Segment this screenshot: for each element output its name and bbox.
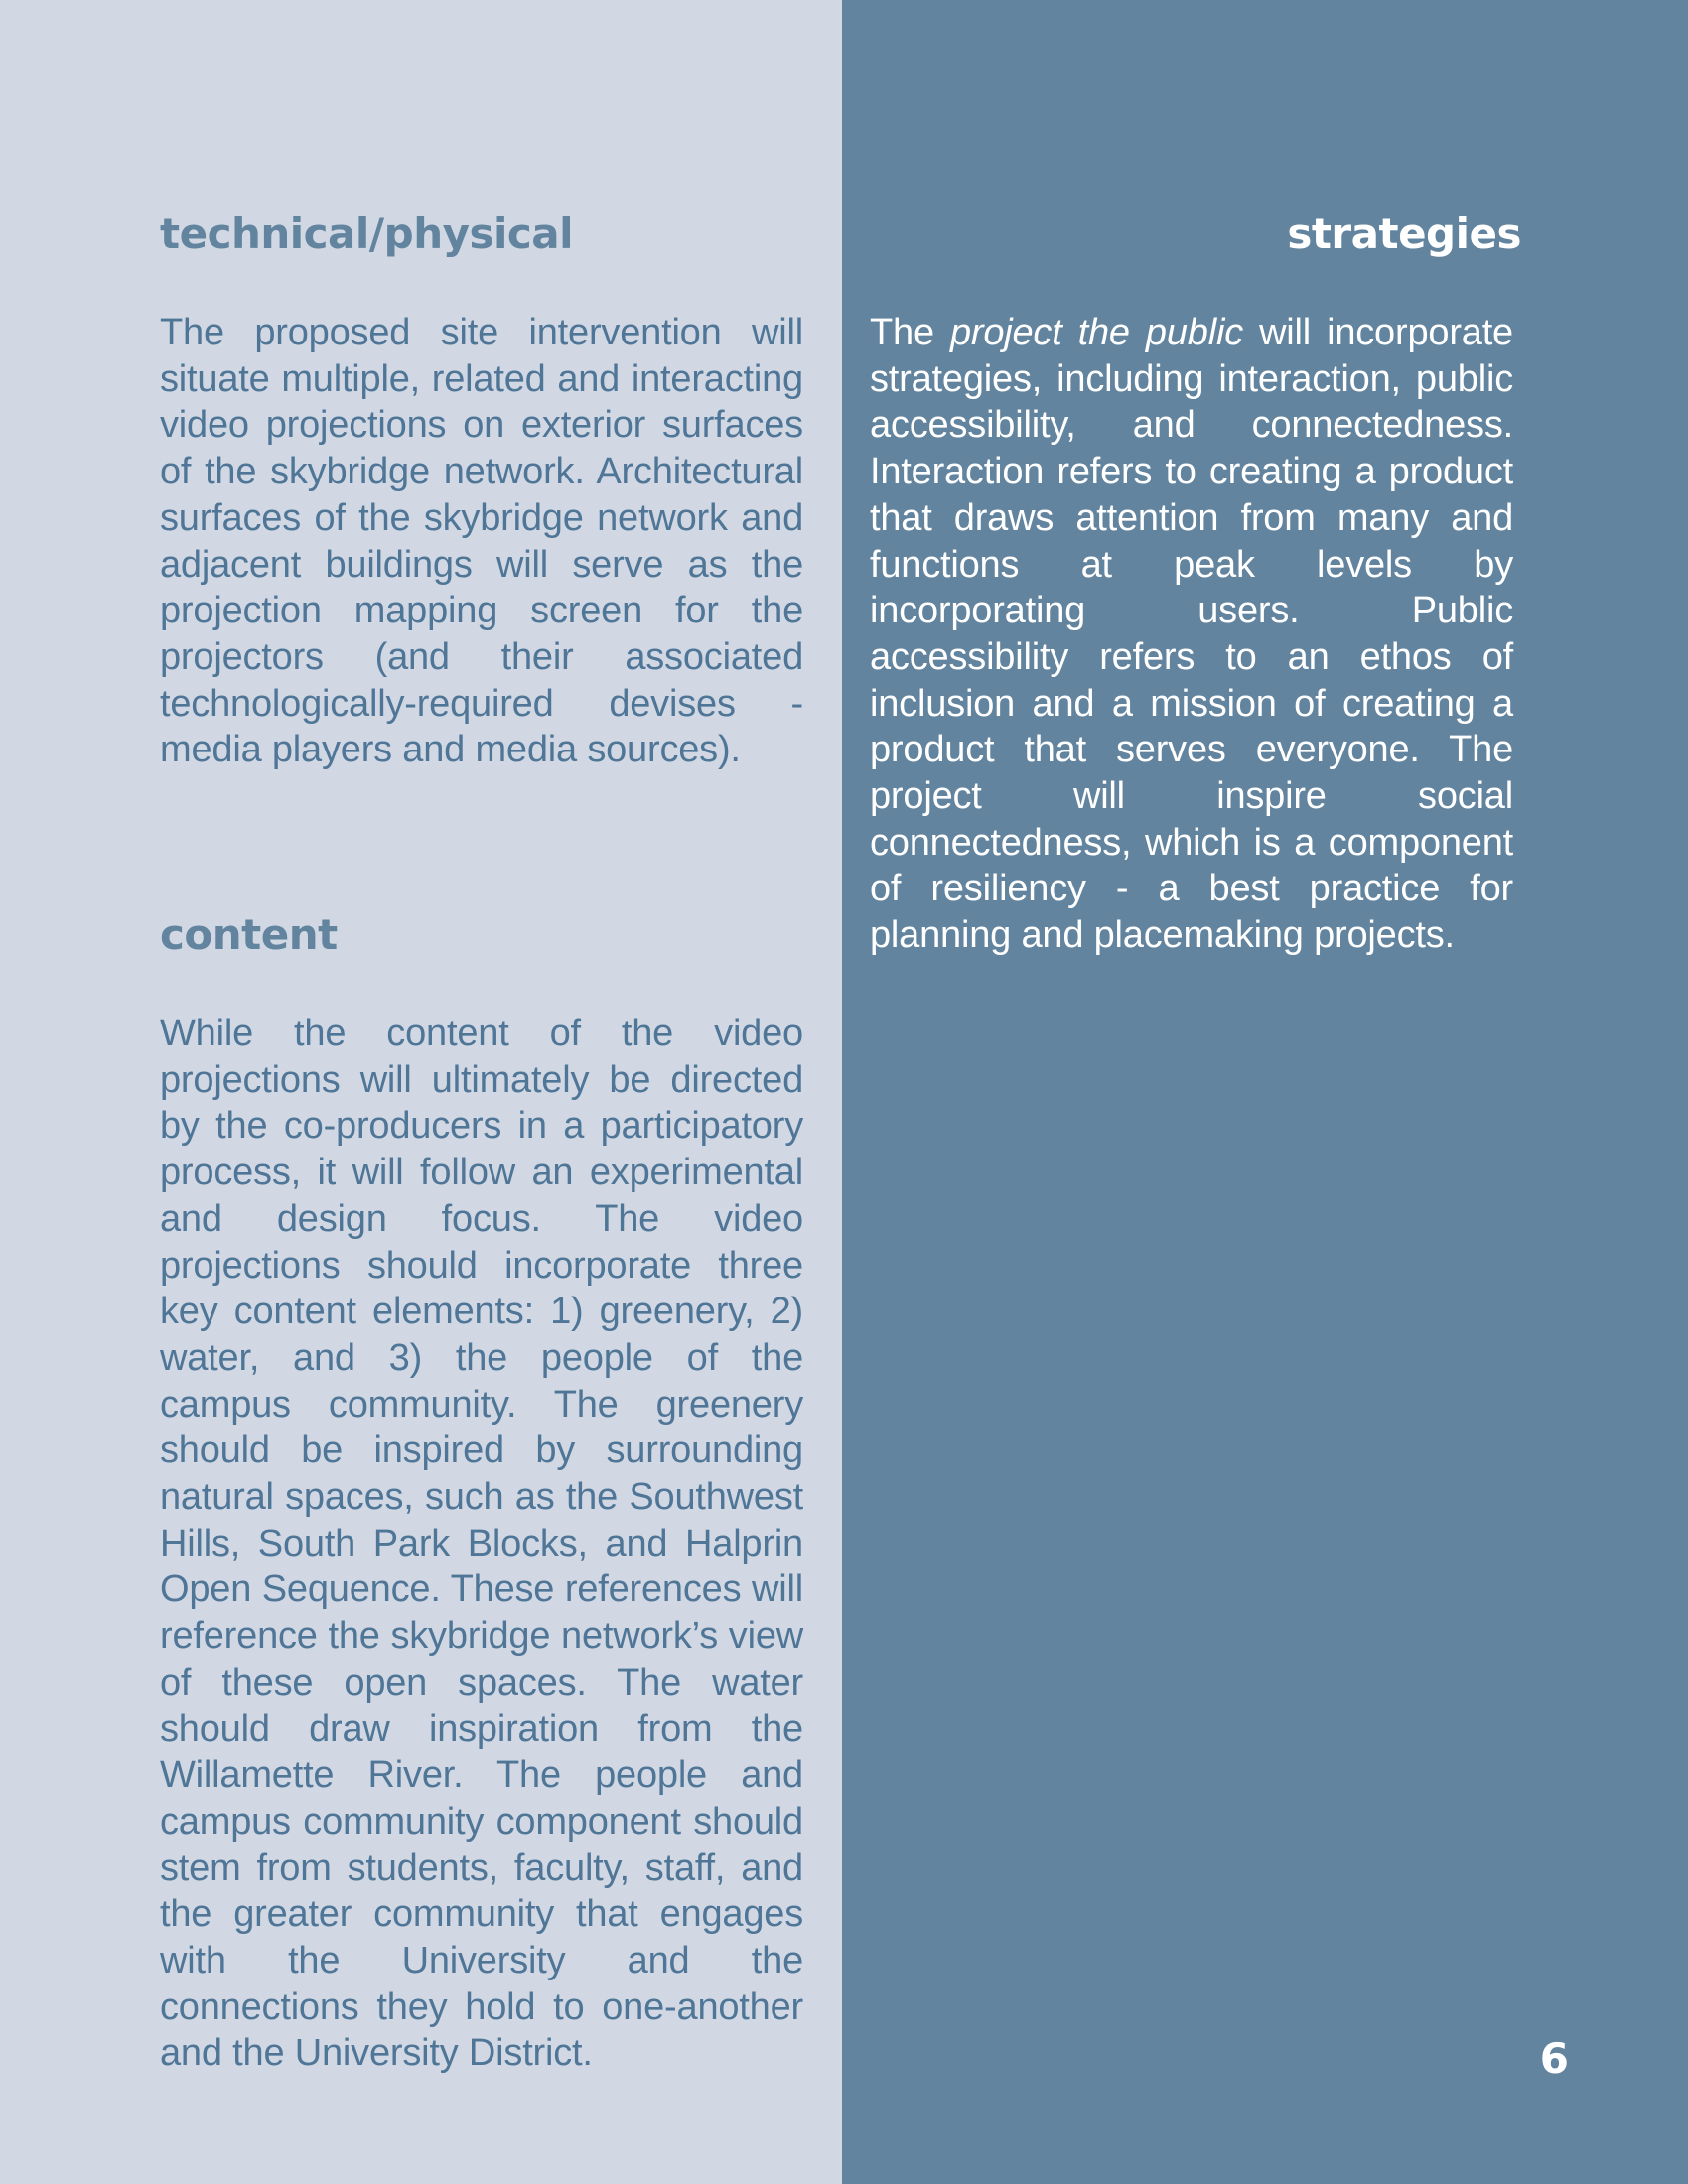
page-number: 6 bbox=[1539, 2034, 1569, 2083]
content-heading: content bbox=[160, 910, 338, 959]
strategies-paragraph-rest: will incorporate strategies, including interaction, public accessibility, and connectedness. Interaction refers to creating a product that draws attention from many and functions at peak levels by incorporating users. Public accessibility refers to an ethos of inclusion and a mission of creating a product that serves everyone. The project will inspire social connectedness, which is a component of resiliency - a best practice for planning and placemaking projects. bbox=[870, 312, 1513, 957]
project-title-italic: project the public bbox=[949, 312, 1244, 353]
strategies-heading: strategies bbox=[1287, 209, 1521, 258]
content-paragraph: While the content of the video projections will ultimately be directed by the co-producers in a participatory process, it will follow an experimental and design focus. The video projections should incorporate three key content elements: 1) greenery, 2) water, and 3) the people of the campus community. The greenery should be inspired by surrounding natural spaces, such as the Southwest Hills, South Park Blocks, and Halprin Open Sequence. These references will reference the skybridge network’s view of these open spaces. The water should draw inspiration from the Willamette River. The people and campus community component should stem from students, faculty, staff, and the greater community that engages with the University and the connections they hold to one-another and the University District. bbox=[160, 1013, 803, 2075]
technical-physical-paragraph: The proposed site intervention will situate multiple, related and interacting video projections on exterior surfaces of the skybridge network. Architectural surfaces of the skybridge network and adjacent buildings will serve as the projection mapping screen for the projectors (and their associated technologically-required devises - media players and media sources). bbox=[160, 312, 803, 771]
strategies-paragraph bbox=[870, 310, 1513, 959]
technical-physical-heading: technical/physical bbox=[160, 209, 574, 258]
strategies-paragraph-intro: The bbox=[870, 312, 950, 353]
